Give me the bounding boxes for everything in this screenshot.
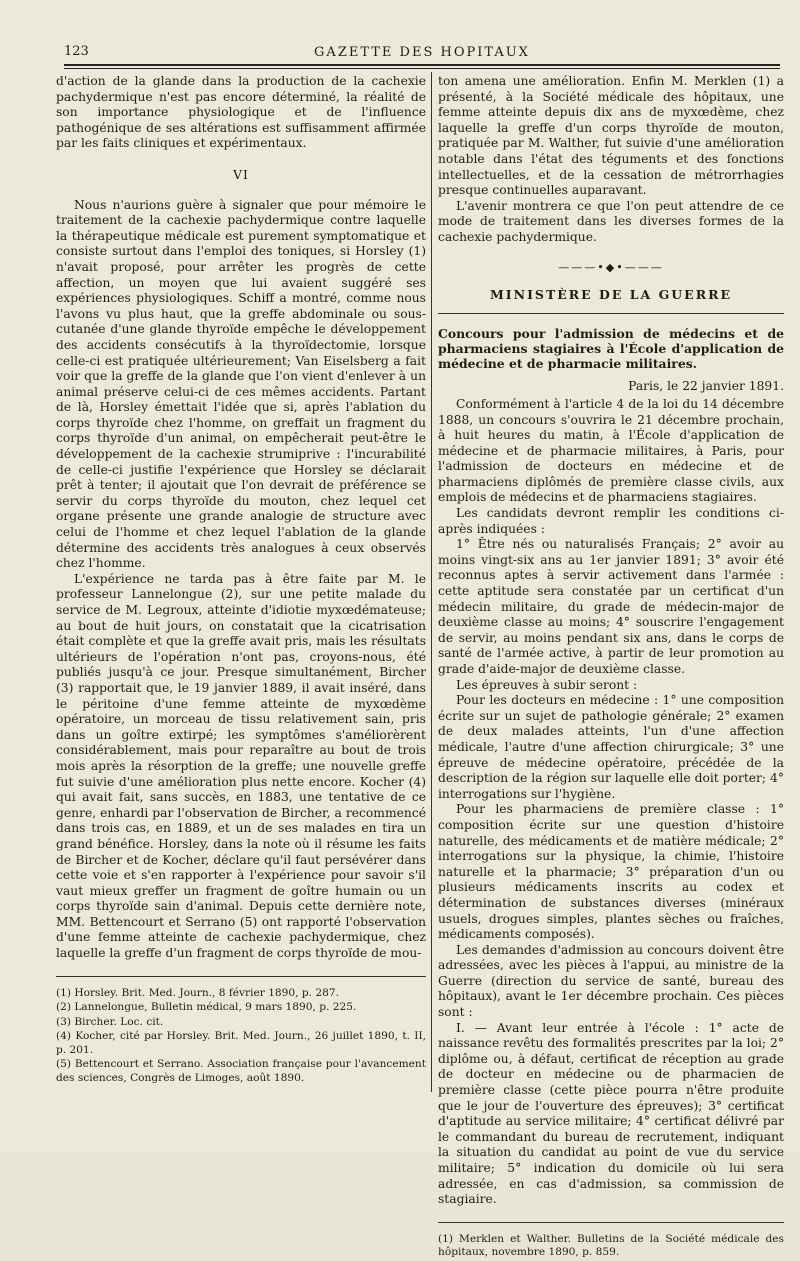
footnote: (1) Horsley. Brit. Med. Journ., 8 février 1890, p. 287. (56, 986, 339, 999)
heading-rule (438, 313, 784, 314)
page-header (64, 44, 780, 64)
left-column (56, 74, 426, 1086)
right-column (438, 74, 784, 1261)
column-divider (431, 72, 432, 1092)
paragraph: Les demandes d'admission au concours doivent être adressées, avec les pièces à l'appui, au ministre de la Guerre (direction du service de santé, bureau des hôpitaux), avant le 1er décembre prochain. Ces pièces sont : (438, 942, 784, 1020)
paragraph: Conformément à l'article 4 de la loi du 14 décembre 1888, un concours s'ouvrira le 21 décembre prochain, à huit heures du matin, à l'École d'application de médecine et de pharmacie militaires, à Paris, pour l'admission de docteurs en médecine et de pharmaciens diplômés de première classe civils, aux emplois de médecins et de pharmaciens stagiaires. (438, 396, 784, 505)
dateline: Paris, le 22 janvier 1891. (628, 379, 784, 394)
footnote: (1) Merklen et Walther. Bulletins de la Société médicale des hôpitaux, novembre 1890, p. 859. (438, 1232, 784, 1259)
paragraph: Les épreuves à subir seront : (456, 677, 638, 692)
paragraph: L'expérience ne tarda pas à être faite par M. le professeur Lannelongue (2), sur une petite malade du service de M. Legroux, atteinte d'idiotie myxœdémateuse; au bout de huit jours, on constatait que la cicatrisation était complète et que la greffe avait pris, mais les résultats ultérieurs de l'opération n'ont pas, croyons-nous, été publiés jusqu'à ce jour. Presque simultanément, Bircher (3) rapportait que, le 19 janvier 1889, il avait inséré, dans le péritoine d'une femme atteinte de myxœdème opératoire, un morceau de tissu relativement sain, pris dans un goître extirpé; les symptômes s'améliorèrent considérablement, mais pour reparaître au bout de trois mois après la résorption de la greffe; une nouvelle greffe fut suivie d'une amélioration plus nette encore. Kocher (4) qui avait fait, sans succès, en 1883, une tentative de ce genre, enhardi par l'observation de Bircher, a recommencé dans trois cas, en 1889, et un de ses malades en tira un grand bénéfice. Horsley, dans la note où il résume les faits de Bircher et de Kocher, déclare qu'il faut persévérer dans cette voie et s'en rapporter à l'expérience pour savoir s'il vaut mieux greffer un fragment de goître humain ou un corps thyroïde sain d'animal. Depuis cette dernière note, MM. Bettencourt et Serrano (5) ont rapporté l'observation d'une femme atteinte de cachexie pachydermique, chez laquelle la greffe d'un fragment de corps thyroïde de mou- (56, 571, 426, 961)
footnote: (3) Bircher. Loc. cit. (56, 1015, 164, 1028)
ornament-divider: ———•◆•——— (558, 260, 664, 274)
footnote: (4) Kocher, cité par Horsley. Brit. Med. Journ., 26 juillet 1890, t. II, p. 201. (56, 1030, 426, 1056)
paragraph: 1° Être nés ou naturalisés Français; 2° avoir au moins vingt-six ans au 1er janvier 1891; 3° avoir été reconnus aptes à servir activement dans l'armée : cette aptitude sera constatée par un certificat d'un médecin militaire, du grade de médecin-major de deuxième classe au moins; 4° souscrire l'engagement de servir, au moins pendant six ans, dans le corps de santé de l'armée active, à partir de leur promotion au grade d'aide-major de deuxième classe. (438, 537, 784, 677)
paragraph: d'action de la glande dans la production de la cachexie pachydermique n'est pas encore déterminé, la réalité de son importance physiologique et de l'influence pathogénique de ses altérations est suffisamment affirmée par les faits cliniques et expérimentaux. (56, 74, 426, 151)
footnote-rule (438, 1222, 784, 1223)
paragraph: L'avenir montrera ce que l'on peut attendre de ce mode de traitement dans les diverses formes de la cachexie pachydermique. (438, 198, 784, 244)
header-rule (64, 64, 780, 66)
running-title: GAZETTE DES HOPITAUX (314, 45, 530, 60)
section-heading: MINISTÈRE DE LA GUERRE (489, 287, 733, 303)
paragraph: Nous n'aurions guère à signaler que pour mémoire le traitement de la cachexie pachydermique contre laquelle la thérapeutique médicale est purement symptomatique et consiste surtout dans l'emploi des toniques, si Horsley (1) n'avait proposé, pour arrêter les progrès de cette affection, un moyen que lui avaient suggéré ses expériences physiologiques. Schiff a montré, comme nous l'avons vu plus haut, que la greffe abdominale ou sous-cutanée d'une glande thyroïde empêche le développement des accidents consécutifs à la thyroïdectomie, lorsque celle-ci est pratiquée ultérieurement; Van Eiselsberg a fait voir que la greffe de la glande que l'on vient d'enlever à un animal préserve celui-ci de ces mêmes accidents. Partant de là, Horsley émettait l'idée que si, après l'ablation du corps thyroïde chez l'homme, on greffait un fragment du corps thyroïde d'un animal, on empêcherait peut-être le développement de la cachexie strumiprive : l'incurabilité de celle-ci justifie l'expérience que Horsley se déclarait prêt à tenter; il ajoutait que l'on devrait de préférence se servir du corps thyroïde du mouton, chez lequel cet organe présente une grande analogie de structure avec celui de l'homme et chez lequel l'ablation de la glande détermine des accidents très analogues à ceux observés chez l'homme. (56, 197, 426, 571)
section-number: VI (233, 167, 249, 182)
paragraph: Pour les docteurs en médecine : 1° une composition écrite sur un sujet de pathologie générale; 2° examen de deux malades atteints, l'un d'une affection médicale, l'autre d'une affection chirurgicale; 3° une épreuve de médecine opératoire, précédée de la description de la région sur laquelle elle doit porter; 4° interrogations sur l'hygiène. (438, 693, 784, 801)
notice-title: Concours pour l'admission de médecins et de pharmaciens stagiaires à l'École d'application de médecine et de pharmacie militaires. (438, 325, 784, 372)
paragraph: Pour les pharmaciens de première classe : 1° composition écrite sur une question d'histoire naturelle, des médicaments et de matière médicale; 2° interrogations sur la physique, la chimie, l'histoire naturelle et la pharmacie; 3° préparation d'un ou plusieurs médicaments inscrits au codex et détermination de substances diverses (minéraux usuels, drogues simples, plantes sèches ou fraîches, médicaments composés). (438, 802, 784, 942)
footnote: (2) Lannelongue, Bulletin médical, 9 mars 1890, p. 225. (56, 1001, 357, 1014)
paragraph: I. — Avant leur entrée à l'école : 1° acte de naissance revêtu des formalités prescrites par la loi; 2° diplôme ou, à défaut, certificat de réception au grade de docteur en médecine ou de pharmacien de première classe (cette pièce pourra n'être produite que le jour de l'ouverture des épreuves); 3° certificat d'aptitude au service militaire; 4° certificat délivré par le commandant du bureau de recrutement, indiquant la situation du candidat au point de vue du service militaire; 5° indication du domicile où lui sera adressée, en cas d'admission, sa commission de stagiaire. (438, 1020, 784, 1207)
header-rule-thin (64, 68, 780, 69)
paragraph: Les candidats devront remplir les conditions ci-après indiquées : (438, 506, 784, 536)
footnote: (5) Bettencourt et Serrano. Association française pour l'avancement des sciences, Congrès de Limoges, août 1890. (56, 1058, 426, 1084)
footnote-rule (56, 976, 426, 977)
page-number: 123 (64, 44, 89, 59)
paragraph: ton amena une amélioration. Enfin M. Merklen (1) a présenté, à la Société médicale des hôpitaux, une femme atteinte depuis dix ans de myxœdème, chez laquelle la greffe d'un corps thyroïde de mouton, pratiquée par M. Walther, fut suivie d'une amélioration notable dans l'état des téguments et des fonctions intellectuelles, et de la cessation de métrorrhagies presque continuelles auparavant. (438, 74, 784, 198)
